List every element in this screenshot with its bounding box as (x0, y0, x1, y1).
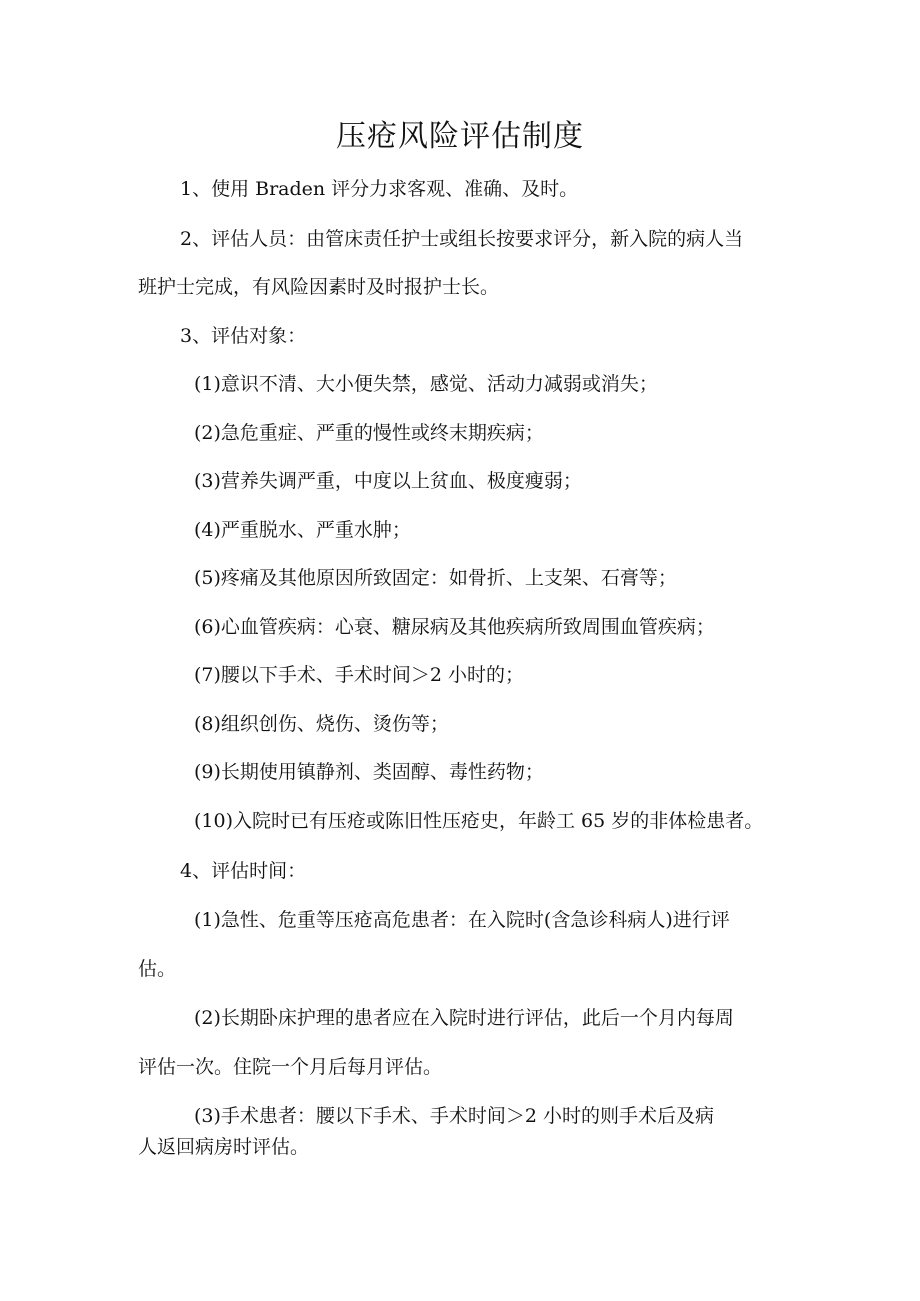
list-item-7: (7)腰以下手术、手术时间＞2 小时的； (194, 664, 525, 686)
list-item-2: (2)急危重症、严重的慢性或终末期疾病； (194, 422, 544, 444)
timing-item-1b: 估。 (138, 958, 177, 980)
paragraph-line-2b: 班护士完成，有风险因素时及时报护士长。 (138, 276, 500, 298)
timing-item-3a: (3)手术患者：腰以下手术、手术时间＞2 小时的则手术后及病 (194, 1105, 715, 1127)
paragraph-line-4: 4、评估时间： (180, 860, 307, 882)
paragraph-line-2a: 2、评估人员：由管床责任护士或组长按要求评分，新入院的病人当 (180, 228, 744, 250)
list-item-9: (9)长期使用镇静剂、类固醇、毒性药物； (194, 761, 544, 783)
timing-item-3b: 人返回病房时评估。 (138, 1136, 310, 1158)
list-item-3: (3)营养失调严重，中度以上贫血、极度瘦弱； (194, 470, 582, 492)
list-item-1: (1)意识不清、大小便失禁，感觉、活动力减弱或消失； (194, 373, 658, 395)
timing-item-2b: 评估一次。住院一个月后每月评估。 (138, 1056, 443, 1078)
document-title: 压疮风险评估制度 (336, 119, 584, 154)
timing-item-2a: (2)长期卧床护理的患者应在入院时进行评估，此后一个月内每周 (194, 1007, 734, 1029)
paragraph-line-3: 3、评估对象： (180, 325, 307, 347)
timing-item-1a: (1)急性、危重等压疮高危患者：在入院时(含急诊科病人)进行评 (194, 909, 730, 931)
list-item-8: (8)组织创伤、烧伤、烫伤等； (194, 713, 449, 735)
paragraph-line-1: 1、使用 Braden 评分力求客观、准确、及时。 (180, 178, 579, 200)
list-item-4: (4)严重脱水、严重水肿； (194, 519, 411, 541)
list-item-5: (5)疼痛及其他原因所致固定：如骨折、上支架、石膏等； (194, 567, 677, 589)
list-item-10: (10)入院时已有压疮或陈旧性压疮史，年龄工 65 岁的非体检患者。 (194, 810, 764, 832)
list-item-6: (6)心血管疾病：心衰、糖尿病及其他疾病所致周围血管疾病； (194, 616, 715, 638)
